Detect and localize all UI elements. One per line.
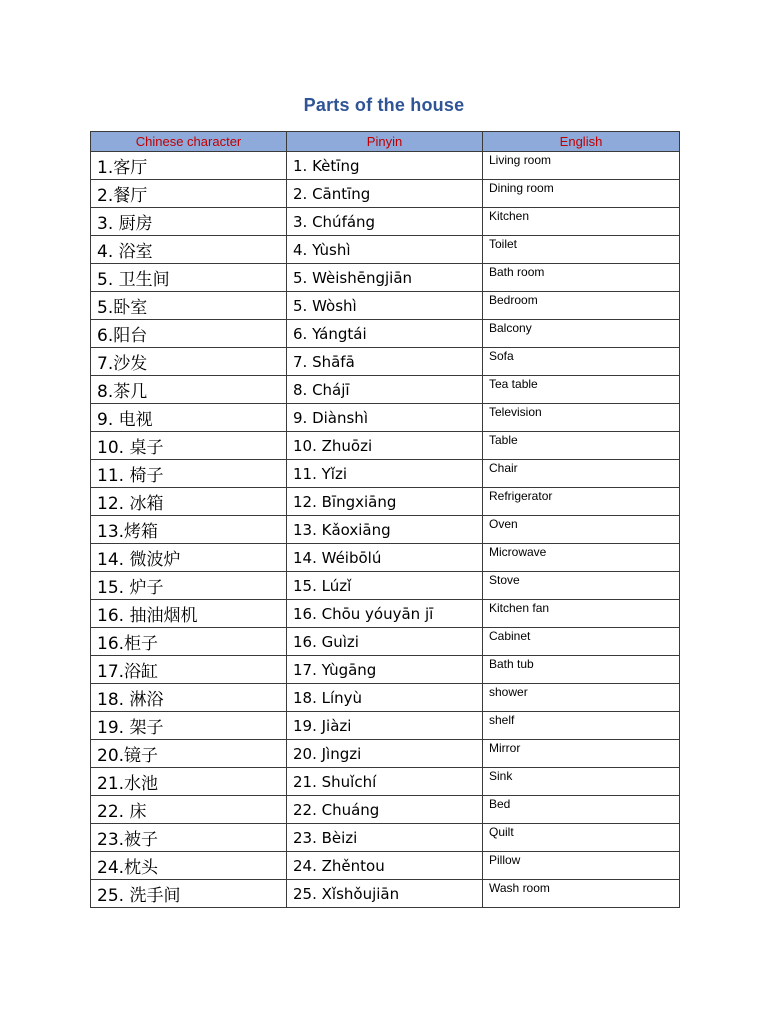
cell-english: shower	[483, 684, 680, 712]
cell-pinyin: 25. Xǐshǒujiān	[287, 880, 483, 908]
table-row	[91, 376, 680, 404]
cell-pinyin: 6. Yángtái	[287, 320, 483, 348]
cell-chinese: 20.镜子	[91, 740, 287, 768]
table-row	[91, 348, 680, 376]
table-row	[91, 208, 680, 236]
cell-chinese: 8.茶几	[91, 376, 287, 404]
cell-chinese: 13.烤箱	[91, 516, 287, 544]
cell-chinese: 10. 桌子	[91, 432, 287, 460]
cell-pinyin: 12. Bīngxiāng	[287, 488, 483, 516]
cell-english: Sink	[483, 768, 680, 796]
cell-pinyin: 17. Yùgāng	[287, 656, 483, 684]
cell-pinyin: 1. Kètīng	[287, 152, 483, 180]
header-chinese-character: Chinese character	[91, 132, 287, 152]
table-row	[91, 684, 680, 712]
cell-english: Kitchen	[483, 208, 680, 236]
header-english: English	[483, 132, 680, 152]
cell-chinese: 2.餐厅	[91, 180, 287, 208]
cell-chinese: 12. 冰箱	[91, 488, 287, 516]
cell-chinese: 3. 厨房	[91, 208, 287, 236]
cell-chinese: 6.阳台	[91, 320, 287, 348]
table-row	[91, 852, 680, 880]
cell-english: Wash room	[483, 880, 680, 908]
cell-english: Microwave	[483, 544, 680, 572]
cell-pinyin: 5. Wèishēngjiān	[287, 264, 483, 292]
cell-chinese: 5. 卫生间	[91, 264, 287, 292]
table-row	[91, 320, 680, 348]
cell-english: Table	[483, 432, 680, 460]
table-row	[91, 404, 680, 432]
cell-english: Bed	[483, 796, 680, 824]
table-row	[91, 880, 680, 908]
cell-chinese: 5.卧室	[91, 292, 287, 320]
cell-pinyin: 20. Jìngzi	[287, 740, 483, 768]
cell-pinyin: 19. Jiàzi	[287, 712, 483, 740]
table-row	[91, 488, 680, 516]
cell-pinyin: 16. Guìzi	[287, 628, 483, 656]
table-row	[91, 656, 680, 684]
table-row	[91, 600, 680, 628]
cell-english: Oven	[483, 516, 680, 544]
cell-pinyin: 14. Wéibōlú	[287, 544, 483, 572]
cell-english: Bath room	[483, 264, 680, 292]
cell-chinese: 1.客厅	[91, 152, 287, 180]
cell-chinese: 19. 架子	[91, 712, 287, 740]
cell-pinyin: 23. Bèizi	[287, 824, 483, 852]
page-title: Parts of the house	[303, 95, 465, 115]
cell-pinyin: 11. Yǐzi	[287, 460, 483, 488]
cell-pinyin: 21. Shuǐchí	[287, 768, 483, 796]
cell-english: Living room	[483, 152, 680, 180]
table-row	[91, 712, 680, 740]
table-header-row	[91, 132, 680, 152]
cell-english: Sofa	[483, 348, 680, 376]
header-pinyin: Pinyin	[287, 132, 483, 152]
cell-english: Refrigerator	[483, 488, 680, 516]
cell-chinese: 15. 炉子	[91, 572, 287, 600]
cell-english: Bath tub	[483, 656, 680, 684]
cell-pinyin: 2. Cāntīng	[287, 180, 483, 208]
cell-chinese: 7.沙发	[91, 348, 287, 376]
table-row	[91, 180, 680, 208]
cell-english: Tea table	[483, 376, 680, 404]
cell-english: Mirror	[483, 740, 680, 768]
cell-pinyin: 15. Lúzǐ	[287, 572, 483, 600]
cell-pinyin: 24. Zhěntou	[287, 852, 483, 880]
cell-english: Bedroom	[483, 292, 680, 320]
table-row	[91, 740, 680, 768]
cell-pinyin: 3. Chúfáng	[287, 208, 483, 236]
cell-chinese: 14. 微波炉	[91, 544, 287, 572]
cell-pinyin: 9. Diànshì	[287, 404, 483, 432]
table-row	[91, 544, 680, 572]
cell-chinese: 17.浴缸	[91, 656, 287, 684]
cell-pinyin: 22. Chuáng	[287, 796, 483, 824]
table-row	[91, 628, 680, 656]
cell-english: Kitchen fan	[483, 600, 680, 628]
cell-chinese: 16.柜子	[91, 628, 287, 656]
cell-english: Stove	[483, 572, 680, 600]
cell-pinyin: 18. Línyù	[287, 684, 483, 712]
cell-pinyin: 13. Kǎoxiāng	[287, 516, 483, 544]
table-row	[91, 824, 680, 852]
table-body	[91, 152, 680, 908]
cell-english: Quilt	[483, 824, 680, 852]
cell-chinese: 16. 抽油烟机	[91, 600, 287, 628]
table-row	[91, 460, 680, 488]
cell-english: Chair	[483, 460, 680, 488]
cell-chinese: 25. 洗手间	[91, 880, 287, 908]
table-row	[91, 292, 680, 320]
table-row	[91, 796, 680, 824]
cell-english: Pillow	[483, 852, 680, 880]
cell-pinyin: 5. Wòshì	[287, 292, 483, 320]
cell-english: Balcony	[483, 320, 680, 348]
cell-english: Toilet	[483, 236, 680, 264]
cell-chinese: 9. 电视	[91, 404, 287, 432]
cell-chinese: 22. 床	[91, 796, 287, 824]
cell-pinyin: 10. Zhuōzi	[287, 432, 483, 460]
cell-chinese: 21.水池	[91, 768, 287, 796]
table-row	[91, 768, 680, 796]
cell-pinyin: 16. Chōu yóuyān jī	[287, 600, 483, 628]
cell-pinyin: 7. Shāfā	[287, 348, 483, 376]
table-row	[91, 152, 680, 180]
cell-english: Dining room	[483, 180, 680, 208]
cell-pinyin: 4. Yùshì	[287, 236, 483, 264]
cell-chinese: 23.被子	[91, 824, 287, 852]
cell-english: Cabinet	[483, 628, 680, 656]
cell-chinese: 18. 淋浴	[91, 684, 287, 712]
table-row	[91, 432, 680, 460]
cell-english: Television	[483, 404, 680, 432]
vocabulary-table	[90, 131, 680, 908]
table-row	[91, 572, 680, 600]
table-row	[91, 264, 680, 292]
table-row	[91, 236, 680, 264]
cell-english: shelf	[483, 712, 680, 740]
table-row	[91, 516, 680, 544]
cell-pinyin: 8. Chájī	[287, 376, 483, 404]
cell-chinese: 24.枕头	[91, 852, 287, 880]
cell-chinese: 11. 椅子	[91, 460, 287, 488]
cell-chinese: 4. 浴室	[91, 236, 287, 264]
